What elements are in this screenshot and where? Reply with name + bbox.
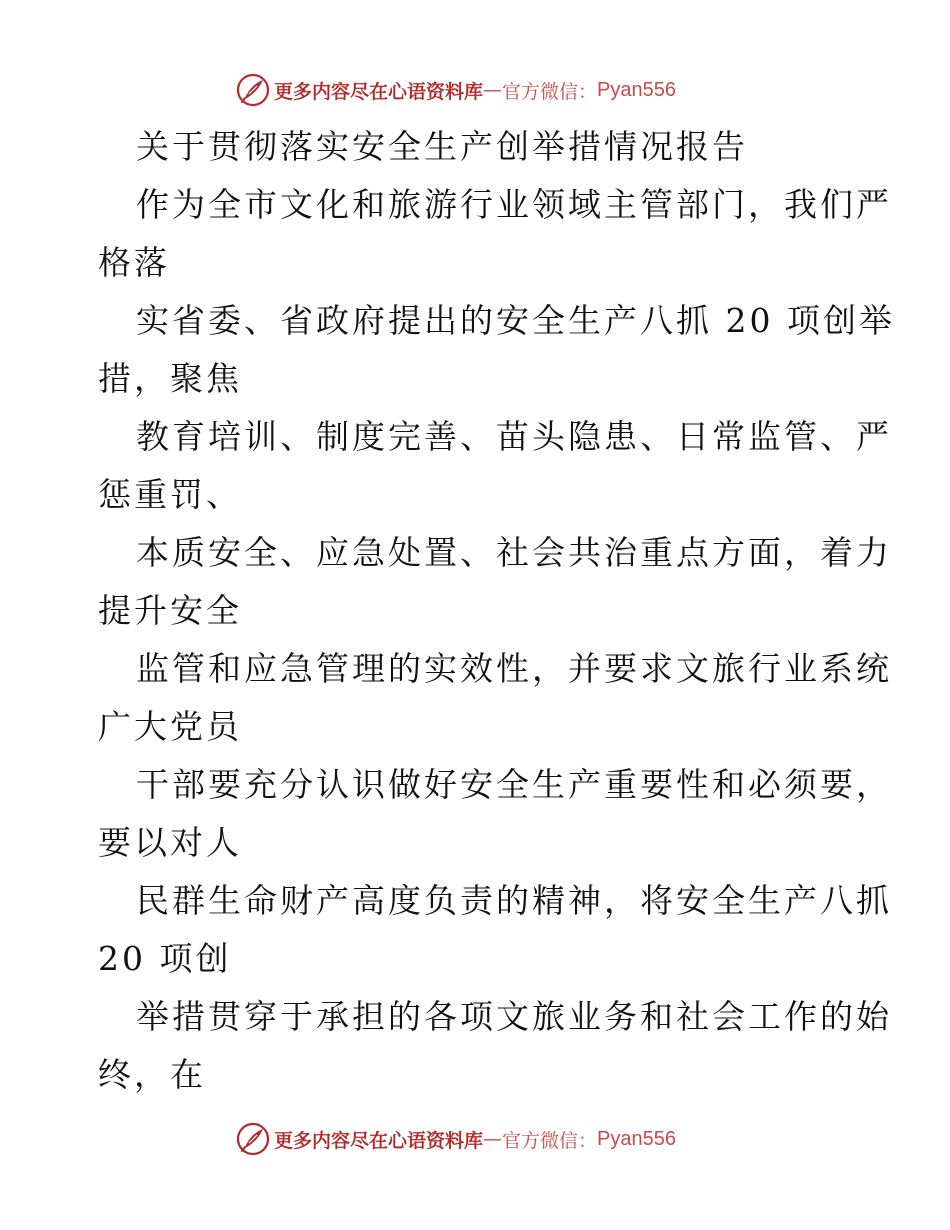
document-line: 措，聚焦 bbox=[98, 359, 242, 398]
document-line: 惩重罚、 bbox=[98, 475, 242, 514]
document-line: 实省委、省政府提出的安全生产八抓 20 项创举 bbox=[136, 301, 895, 340]
document-body bbox=[98, 118, 895, 1104]
document-line: 监管和应急管理的实效性，并要求文旅行业系统 bbox=[136, 649, 892, 688]
watermark-dash: — bbox=[483, 1128, 503, 1150]
document-line: 提升安全 bbox=[98, 591, 242, 630]
document-line: 作为全市文化和旅游行业领域主管部门，我们严 bbox=[136, 185, 892, 224]
header-watermark bbox=[236, 72, 676, 108]
document-line: 干部要充分认识做好安全生产重要性和必须要， bbox=[136, 765, 892, 804]
document-line: 20 项创 bbox=[98, 939, 232, 978]
document-line: 关于贯彻落实安全生产创举措情况报告 bbox=[136, 127, 748, 166]
watermark-id: Pyan556 bbox=[597, 1127, 676, 1150]
document-line: 广大党员 bbox=[98, 707, 242, 746]
document-line: 终，在 bbox=[98, 1055, 206, 1094]
watermark-brand: 更多内容尽在心语资料库 bbox=[274, 80, 484, 103]
watermark-label: 官方微信： bbox=[502, 80, 598, 103]
document-line: 格落 bbox=[98, 243, 170, 282]
watermark-label: 官方微信： bbox=[502, 1129, 598, 1152]
document-line: 本质安全、应急处置、社会共治重点方面，着力 bbox=[136, 533, 892, 572]
footer-watermark bbox=[236, 1121, 676, 1157]
watermark-brand: 更多内容尽在心语资料库 bbox=[274, 1129, 484, 1152]
document-line: 要以对人 bbox=[98, 823, 242, 862]
document-line: 举措贯穿于承担的各项文旅业务和社会工作的始 bbox=[136, 997, 892, 1036]
document-line: 民群生命财产高度负责的精神，将安全生产八抓 bbox=[136, 881, 892, 920]
feather-pen-logo-icon bbox=[236, 1122, 270, 1156]
feather-pen-logo-icon bbox=[236, 73, 270, 107]
watermark-id: Pyan556 bbox=[597, 78, 676, 101]
watermark-dash: — bbox=[483, 79, 503, 101]
document-line: 教育培训、制度完善、苗头隐患、日常监管、严 bbox=[136, 417, 892, 456]
